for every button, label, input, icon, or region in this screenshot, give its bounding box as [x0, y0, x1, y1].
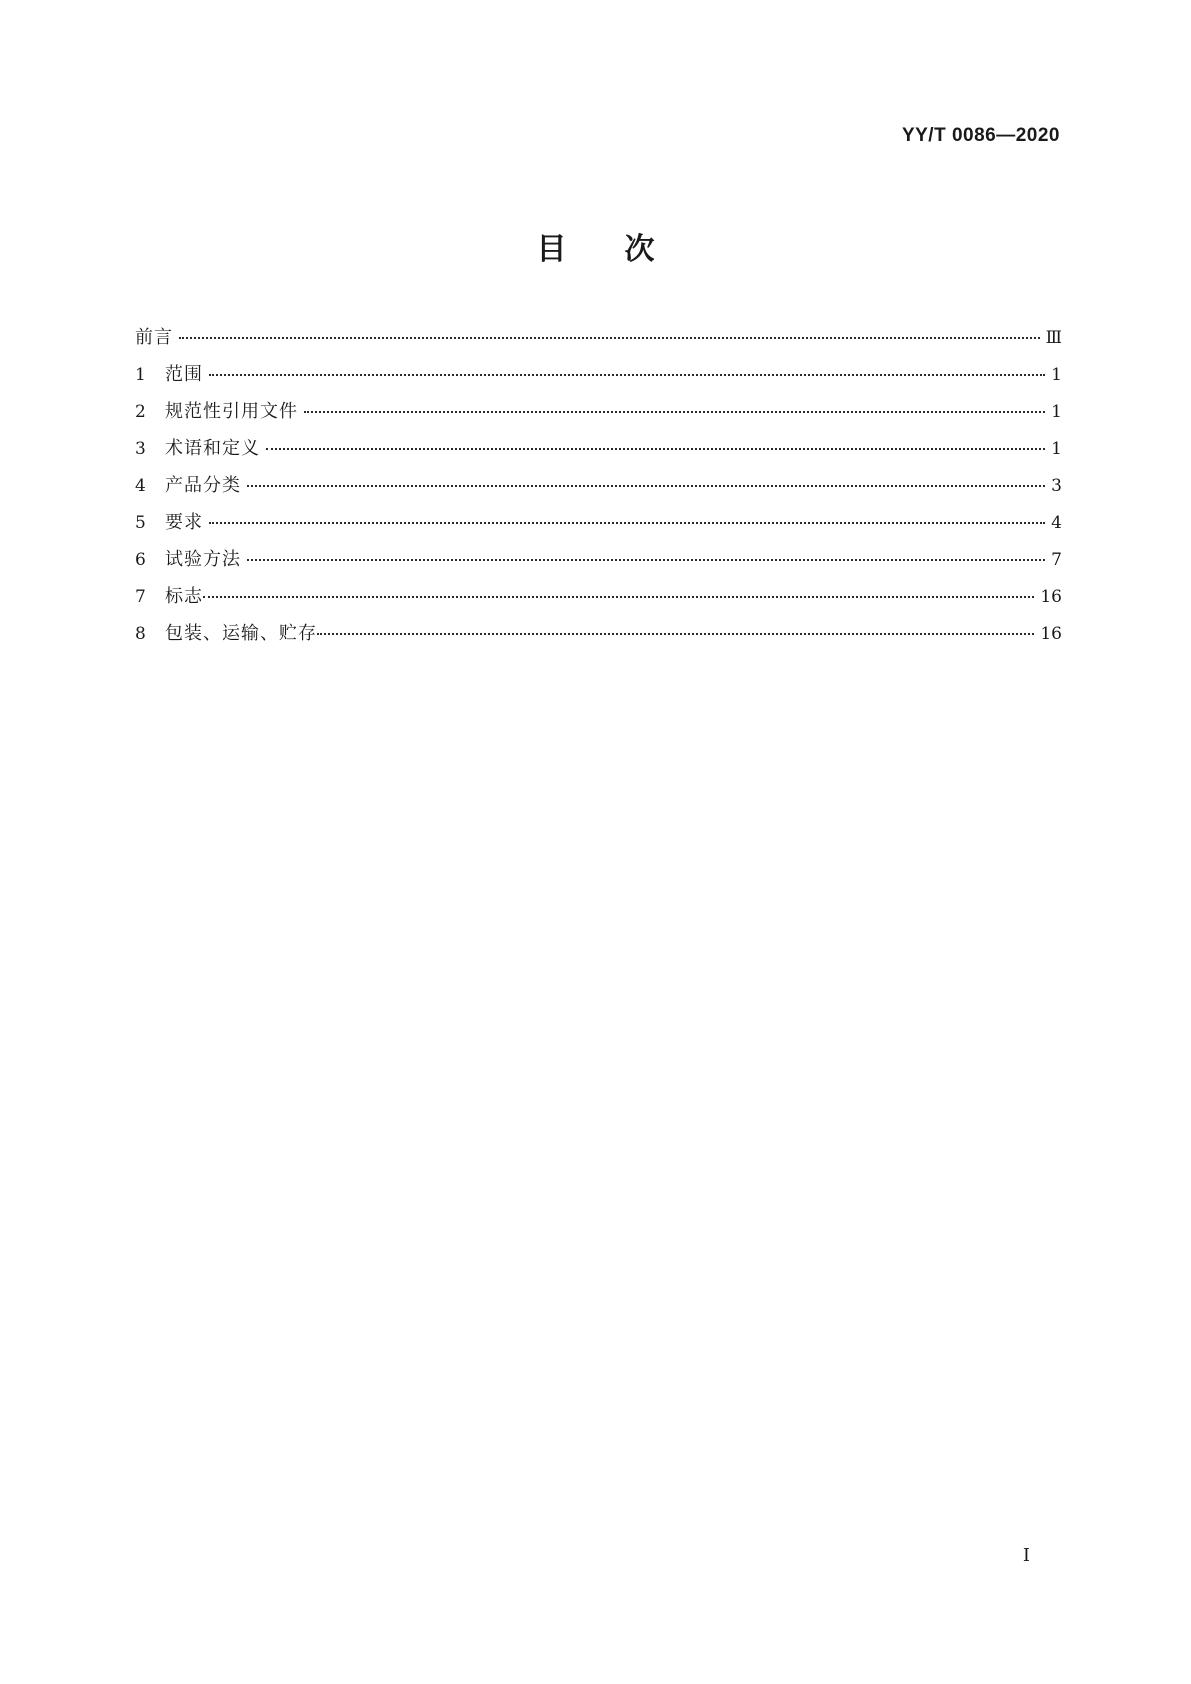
toc-entry-label: 术语和定义 [165, 438, 260, 459]
toc-entry-page: 16 [1040, 587, 1062, 607]
standard-number: YY/T 0086—2020 [901, 125, 1060, 146]
toc-entry-label: 标志 [165, 586, 203, 607]
toc-title: 目次 [536, 232, 713, 267]
toc-dot-leader [266, 436, 1045, 454]
toc-dot-leader [317, 621, 1034, 639]
toc-entry-label: 试验方法 [165, 549, 241, 570]
toc-entry-page: 1 [1051, 365, 1062, 385]
page-number: I [1022, 1545, 1030, 1566]
toc-entry[interactable] [135, 471, 1062, 508]
toc-dot-leader [203, 584, 1034, 602]
toc-entry-page: 1 [1051, 439, 1062, 459]
toc-entry-page: 7 [1051, 550, 1062, 570]
toc-entry-number: 2 [135, 402, 146, 422]
toc-entry[interactable] [135, 545, 1062, 582]
toc-entry-page: 4 [1051, 513, 1062, 533]
toc-entry[interactable] [135, 323, 1062, 360]
toc-entry[interactable] [135, 582, 1062, 619]
toc-entry-label: 前言 [135, 327, 173, 348]
toc-entry-page: 3 [1051, 476, 1062, 496]
toc-dot-leader [304, 399, 1045, 417]
toc-entry-number: 6 [135, 550, 146, 570]
toc-entry-label: 规范性引用文件 [165, 401, 298, 422]
toc-entry-label: 包装、运输、贮存 [165, 623, 317, 644]
toc-dot-leader [247, 473, 1045, 491]
toc-entry-number: 5 [135, 513, 146, 533]
toc-dot-leader [247, 547, 1045, 565]
toc-entry-number: 4 [135, 476, 146, 496]
toc-entry[interactable] [135, 397, 1062, 434]
toc-entry[interactable] [135, 434, 1062, 471]
toc-entry-page: 16 [1040, 624, 1062, 644]
toc-entry[interactable] [135, 508, 1062, 545]
toc-entry-page: 1 [1051, 402, 1062, 422]
toc-dot-leader [209, 362, 1045, 380]
toc-entry[interactable] [135, 619, 1062, 656]
toc-entry-label: 要求 [165, 512, 203, 533]
toc-dot-leader [179, 325, 1040, 343]
toc-entry-number: 1 [135, 365, 146, 385]
table-of-contents [135, 323, 1062, 656]
toc-entry-number: 3 [135, 439, 146, 459]
toc-entry-number: 7 [135, 587, 146, 607]
toc-entry-label: 产品分类 [165, 475, 241, 496]
toc-entry-label: 范围 [165, 364, 203, 385]
toc-entry-page: Ⅲ [1045, 328, 1062, 348]
toc-entry-number: 8 [135, 624, 146, 644]
toc-entry[interactable] [135, 360, 1062, 397]
toc-dot-leader [209, 510, 1045, 528]
